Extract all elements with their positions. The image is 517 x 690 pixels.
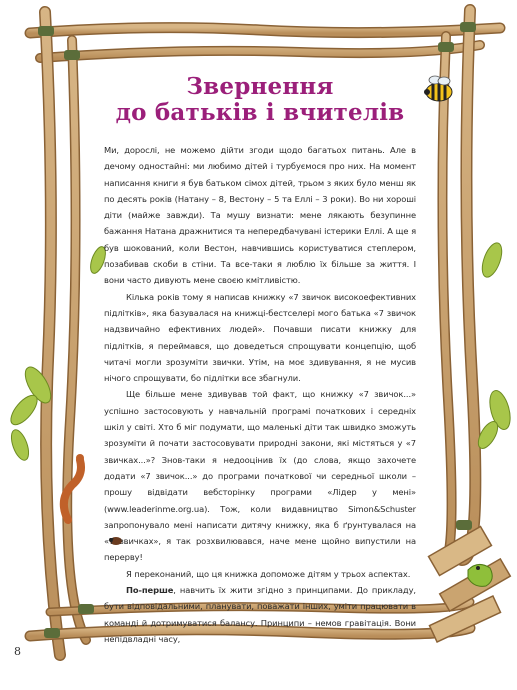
- paragraph-5-text: , навчить їх жити згідно з принципами. До прикладу, бути відповідальними, планувати, поважати інших, уміти працювати в команді й дотримуватися балансу. Принципи – немов гравітація. Вони непідвладні часу,: [104, 585, 416, 644]
- paragraph-1: Ми, дорослі, не можемо дійти згоди щодо багатьох питань. Але в дечому одностайні: ми любимо дітей і турбуємося про них. На момент написання книги я був батьком сімох дітей, трьом з яких було менш як по десять років (Натану – 8, Вестону – 5 та Еллі – 3 роки). Во ни хороші діти (майже завжди). Та мушу визнати: мене лякають безупинне бажання Натана дражнитися та непередбачувані істерики Еллі. А ще я був шокований, коли Вестон, навчившись користуватися степлером, позабивав скоби в стіни. Та все-таки я люблю їх більше за життя. І вони часто дивують мене своєю кмітливістю.: [104, 145, 416, 286]
- title-line-2: до батьків і вчителів: [115, 99, 405, 126]
- frog-icon: [468, 564, 492, 586]
- leaves-right: [474, 240, 513, 451]
- paragraph-5-lead: По-перше: [126, 585, 174, 596]
- paragraph-2: Кілька років тому я написав книжку «7 звичок високоефективних підлітків», яка базувалася на книжці-бестселері мого батька «7 звичок надзвичайно ефективних людей». Почавши писати книжку для підлітків, я переймався, що доведеться спрощувати концепцію, щоб читачі могли зрозуміти звички. Утім, на моє здивування, я не мусив нічого спрощувати, бо підлітки все збагнули.: [104, 291, 416, 384]
- page-title: [104, 74, 416, 126]
- wooden-planks: [429, 526, 511, 641]
- paragraph-4: Я переконаний, що ця книжка допоможе дітям у трьох аспектах.: [126, 568, 411, 579]
- page-number: 8: [14, 645, 21, 658]
- paragraph-3: Ще більше мене здивував той факт, що книжку «7 звичок...» успішно застосовують у навчальній програмі початкових і середніх шкіл у світі. Хто б міг подумати, що маленькі діти так швидко зможуть зрозуміти й почати застосовувати природні закони, які містяться у «7 звичках...»? Знов-таки я недооцінив їх (до слова, якщо захочете додати «7 звичок...» до програми початкової чи середньої школи – прошу відвідати вебсторінку програми «Лідер у мені» (www.leaderinme.org.ua). Тож, коли видавництво Simon&Schuster запропонувало мені написати дитячу книжку, яка б ґрунтувалася на «7 звичках», я так розхвилювався, наче мене щойно випустили на перерву!: [104, 389, 416, 563]
- letter-content: [104, 74, 416, 647]
- leaves-left: [6, 245, 108, 463]
- paragraph-5: [104, 582, 416, 647]
- bee-icon: [424, 76, 452, 101]
- title-line-1: Звернення: [186, 73, 334, 100]
